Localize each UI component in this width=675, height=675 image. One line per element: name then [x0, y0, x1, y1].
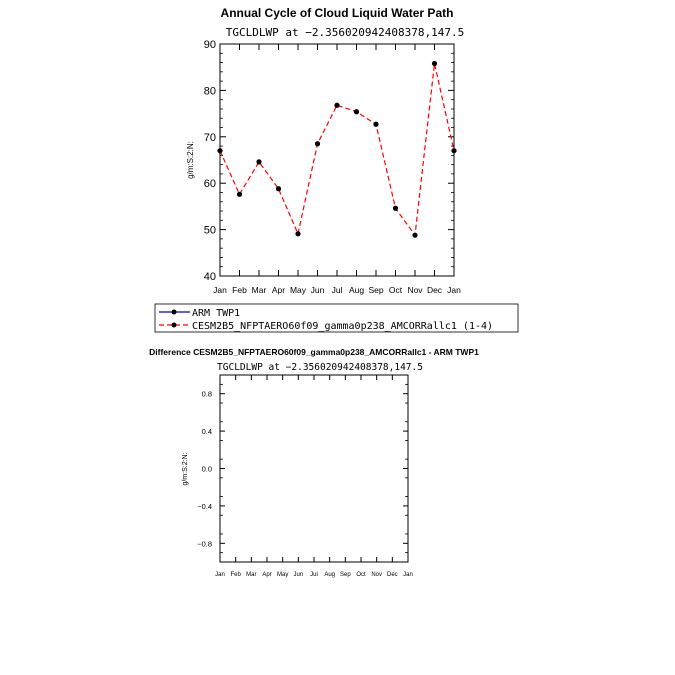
difference-chart: [149, 347, 479, 578]
x-tick-label: Jan: [213, 285, 227, 295]
x-ticks: [213, 44, 461, 295]
x-tick-label: Dec: [426, 285, 443, 295]
difference-x-ticks: [215, 375, 413, 578]
x-tick-label: Jul: [331, 285, 343, 295]
data-point: [393, 206, 398, 211]
y-tick-label: 0.8: [201, 389, 212, 399]
difference-y-ticks: [197, 384, 408, 552]
legend-label-model: CESM2B5_NFPTAERO60f09_gamma0p238_AMCORRallc1 (1-4): [192, 321, 494, 332]
x-tick-label: Sep: [368, 285, 384, 295]
y-tick-label: 80: [203, 85, 216, 98]
y-tick-label: −0.8: [197, 539, 212, 549]
y-axis-label: g/m:S:2:N:: [186, 141, 195, 179]
x-tick-label: Jan: [403, 572, 413, 578]
legend-marker-arm: [172, 310, 177, 315]
data-point: [295, 231, 300, 236]
x-tick-label: Feb: [232, 285, 247, 295]
y-tick-label: 90: [203, 39, 216, 51]
x-tick-label: May: [276, 572, 289, 578]
x-tick-label: Jun: [293, 572, 304, 578]
data-point: [334, 103, 339, 108]
data-point: [237, 192, 242, 197]
difference-subtitle: TGCLDLWP at −2.356020942408378,147.5: [217, 362, 423, 373]
y-tick-label: 60: [203, 178, 216, 191]
data-point: [315, 141, 320, 146]
y-tick-label: −0.4: [197, 501, 212, 511]
x-tick-label: Apr: [262, 572, 272, 578]
x-tick-label: Jul: [310, 572, 318, 578]
chart-title: Annual Cycle of Cloud Liquid Water Path: [220, 6, 454, 20]
x-tick-label: Oct: [388, 285, 403, 295]
x-tick-label: Dec: [386, 572, 398, 578]
x-tick-label: Aug: [324, 572, 336, 578]
y-tick-label: 70: [203, 131, 216, 144]
y-ticks: [204, 39, 454, 283]
x-tick-label: Mar: [246, 572, 257, 578]
difference-plot-frame: [220, 375, 408, 562]
x-tick-label: May: [289, 285, 307, 295]
y-tick-label: 0.4: [201, 427, 212, 437]
x-tick-label: Apr: [271, 285, 286, 295]
data-point: [276, 186, 281, 191]
x-tick-label: Oct: [356, 572, 366, 578]
data-point: [373, 122, 378, 127]
x-tick-label: Jun: [310, 285, 325, 295]
annual-cycle-chart: [155, 6, 518, 332]
x-tick-label: Feb: [230, 572, 241, 578]
x-tick-label: Mar: [251, 285, 267, 295]
data-point: [412, 233, 417, 238]
x-tick-label: Aug: [348, 285, 365, 295]
y-tick-label: 40: [203, 271, 216, 283]
x-tick-label: Nov: [371, 572, 383, 578]
x-tick-label: Nov: [407, 285, 423, 295]
y-tick-label: 50: [203, 224, 216, 237]
y-tick-label: 0.0: [201, 464, 212, 474]
plot-frame: [220, 44, 454, 276]
data-point: [354, 109, 359, 114]
data-point: [217, 148, 222, 153]
x-tick-label: Jan: [215, 572, 225, 578]
legend-marker-model: [172, 323, 177, 328]
difference-title: Difference CESM2B5_NFPTAERO60f09_gamma0p238_AMCORRallc1 - ARM TWP1: [149, 347, 479, 357]
difference-y-axis-label: g/m:S:2:N:: [182, 452, 189, 486]
x-tick-label: Jan: [447, 285, 461, 295]
data-point: [256, 159, 261, 164]
chart-subtitle: TGCLDLWP at −2.356020942408378,147.5: [225, 26, 465, 39]
model-series-points: [217, 61, 456, 238]
model-series-line: [220, 64, 454, 236]
data-point: [451, 148, 456, 153]
x-tick-label: Sep: [339, 572, 351, 578]
legend-label-arm: ARM TWP1: [192, 308, 241, 319]
data-point: [432, 61, 437, 66]
